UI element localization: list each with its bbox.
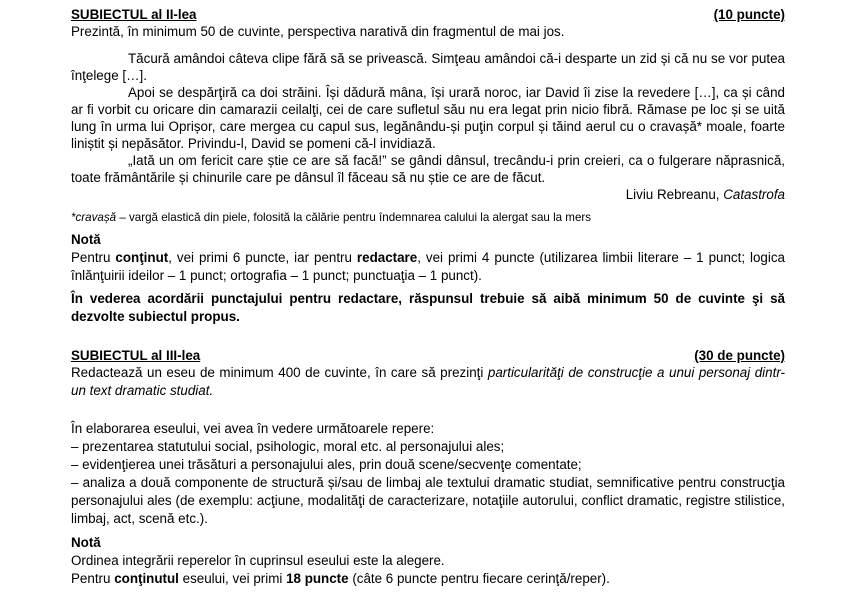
section-2-title: SUBIECTUL al II-lea	[71, 7, 197, 22]
section-3-task: Redactează un eseu de minimum 400 de cuvinte, în care să prezinţi particularităţi de construcţie a unui personaj dintr-un text dramatic studiat.	[71, 365, 786, 398]
work-title: Catastrofa	[723, 187, 785, 202]
footnote-term: *cravașă	[71, 211, 117, 224]
section-3-header	[71, 347, 785, 364]
section-2-note-text: Pentru conţinut, vei primi 6 puncte, iar pentru redactare, vei primi 4 puncte (utilizarea limbii literare – 1 punct; logica înlănţuirii ideilor – 1 punct; ortografia – 1 punct; punctuaţia – 1 punct).	[71, 250, 785, 283]
section-3-intro: În elaborarea eseului, vei avea în vedere următoarele repere:	[71, 421, 435, 436]
footnote	[71, 210, 785, 225]
section-2-points: (10 puncte)	[713, 7, 785, 22]
section-3-points: (30 de puncte)	[694, 348, 785, 363]
criteria-item-1: – prezentarea statutului social, psihologic, moral etc. al personajului ales;	[71, 439, 505, 454]
fragment-paragraph-2: Apoi se despărţiră ca doi străini. Își dădură mâna, își urară noroc, iar David îi zise la revedere […], ca și când ar fi vorbit cu oricare din camarazii ceilalţi, cei de care sufletul său nu era legat prin nicio fibră. Rămase pe loc și se uită lung în urma lui Oprișor, care mergea cu capul sus, legănându-și puţin corpul și tăind aerul cu o cravașă* moale, foarte liniștit și nepăsător. Privindu-l, David se pomeni că-l invidiază.	[71, 85, 785, 151]
section-2-task: Prezintă, în minimum 50 de cuvinte, perspectiva narativă din fragmentul de mai jos.	[71, 24, 565, 39]
criteria-item-3: – analiza a două componente de structură și/sau de limbaj ale textului dramatic studiat, semnificative pentru construcţia personajului ales (de exemplu: acţiune, modalităţi de caracterizare, notaţiile autorului, conflict dramatic, registre stilistice, limbaj, act, scenă etc.).	[71, 475, 785, 526]
literary-fragment	[71, 50, 785, 186]
criteria-item-2: – evidenţierea unei trăsături a personajului ales, prin două scene/secvenţe comentate;	[71, 457, 582, 472]
fragment-source	[71, 186, 785, 203]
section-2-requirement: În vederea acordării punctajului pentru redactare, răspunsul trebuie să aibă minimum 50 de cuvinte şi să dezvolte subiectul propus.	[71, 291, 785, 324]
section-3-title: SUBIECTUL al III-lea	[71, 348, 201, 363]
section-3-note-line-1: Ordinea integrării reperelor în cuprinsul eseului este la alegere.	[71, 553, 445, 568]
section-3-note-heading: Notă	[71, 535, 101, 550]
section-2-header	[71, 6, 785, 23]
section-3-note-line-2: Pentru conţinutul eseului, vei primi 18 puncte (câte 6 puncte pentru fiecare cerinţă/reper).	[71, 571, 610, 586]
fragment-paragraph-3: „Iată un om fericit care știe ce are să facă!” se gândi dânsul, trecându-i prin creieri, ca o fulgerare năprasnică, toate frământările și chinurile care pe dânsul îl făceau să nu știe ce are de făcut.	[71, 153, 785, 185]
section-2-note-heading: Notă	[71, 232, 101, 247]
exam-page	[71, 6, 785, 588]
author-name: Liviu Rebreanu,	[625, 187, 724, 202]
fragment-paragraph-1: Tăcură amândoi câteva clipe fără să se privească. Simţeau amândoi că-i desparte un zid și că nu se vor putea înţelege […].	[71, 51, 785, 83]
footnote-definition: – vargă elastică din piele, folosită la călărie pentru îndemnarea calului la alergat sau la mers	[116, 211, 592, 224]
